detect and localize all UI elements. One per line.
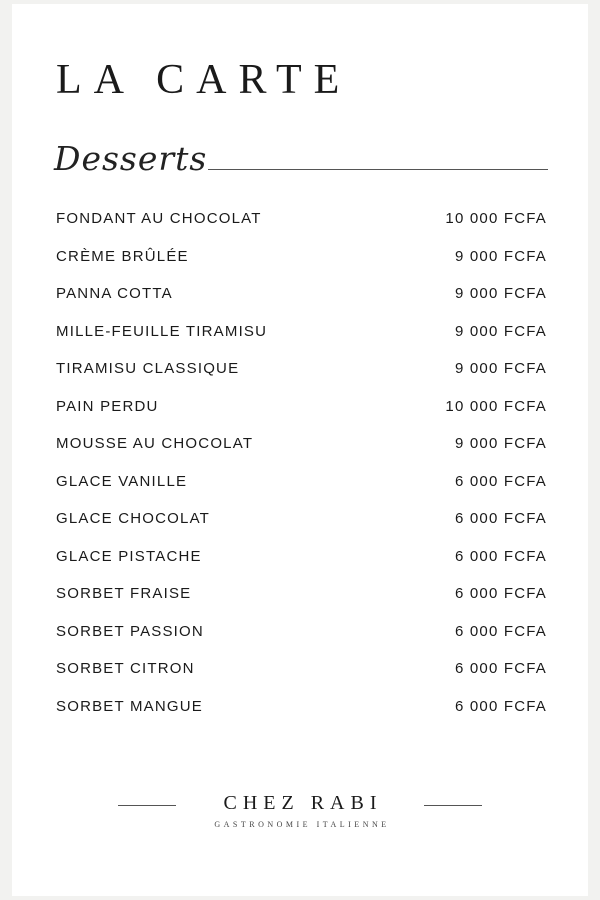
menu-item-name: PANNA COTTA	[56, 285, 173, 303]
menu-item	[56, 350, 547, 388]
menu-item	[56, 313, 547, 351]
menu-item	[56, 388, 547, 426]
menu-item	[56, 463, 547, 501]
menu-item-price: 9 000 FCFA	[454, 435, 547, 453]
menu-item-name: SORBET PASSION	[56, 622, 204, 640]
menu-item-list	[56, 200, 547, 725]
menu-item-name: MOUSSE AU CHOCOLAT	[56, 435, 254, 453]
menu-item-name: GLACE VANILLE	[56, 472, 188, 490]
menu-item-price: 9 000 FCFA	[454, 360, 547, 378]
menu-item-name: SORBET FRAISE	[56, 585, 192, 603]
menu-item-name: SORBET MANGUE	[56, 697, 204, 715]
section-header	[54, 134, 548, 184]
section-title: Desserts	[54, 139, 208, 178]
menu-item-name: GLACE PISTACHE	[56, 547, 202, 565]
menu-item	[56, 200, 547, 238]
menu-item	[56, 613, 547, 651]
menu-item-price: 6 000 FCFA	[454, 697, 547, 715]
menu-item	[56, 650, 547, 688]
menu-item	[56, 688, 547, 726]
menu-item-price: 10 000 FCFA	[445, 210, 547, 228]
page-title: LA CARTE	[56, 57, 352, 103]
menu-item-name: SORBET CITRON	[56, 660, 195, 678]
menu-item-price: 9 000 FCFA	[454, 247, 547, 265]
menu-item	[56, 538, 547, 576]
menu-item-price: 9 000 FCFA	[454, 285, 547, 303]
brand-tagline: GASTRONOMIE ITALIENNE	[214, 820, 390, 829]
menu-item-name: CRÈME BRÛLÉE	[56, 247, 189, 265]
menu-item	[56, 275, 547, 313]
menu-item	[56, 575, 547, 613]
menu-item	[56, 500, 547, 538]
menu-item-price: 9 000 FCFA	[454, 322, 547, 340]
menu-item-price: 10 000 FCFA	[445, 397, 547, 415]
menu-item-name: PAIN PERDU	[56, 397, 159, 415]
menu-item	[56, 425, 547, 463]
menu-item	[56, 238, 547, 276]
section-divider	[208, 169, 548, 170]
menu-item-price: 6 000 FCFA	[454, 547, 547, 565]
menu-item-name: FONDANT AU CHOCOLAT	[56, 210, 262, 228]
menu-item-name: TIRAMISU CLASSIQUE	[56, 360, 240, 378]
menu-item-name: MILLE-FEUILLE TIRAMISU	[56, 322, 268, 340]
menu-item-price: 6 000 FCFA	[454, 585, 547, 603]
menu-item-price: 6 000 FCFA	[454, 660, 547, 678]
menu-item-price: 6 000 FCFA	[454, 510, 547, 528]
footer	[0, 790, 600, 840]
menu-item-name: GLACE CHOCOLAT	[56, 510, 211, 528]
brand-name: CHEZ RABI	[223, 792, 383, 814]
menu-item-price: 6 000 FCFA	[454, 472, 547, 490]
menu-item-price: 6 000 FCFA	[454, 622, 547, 640]
